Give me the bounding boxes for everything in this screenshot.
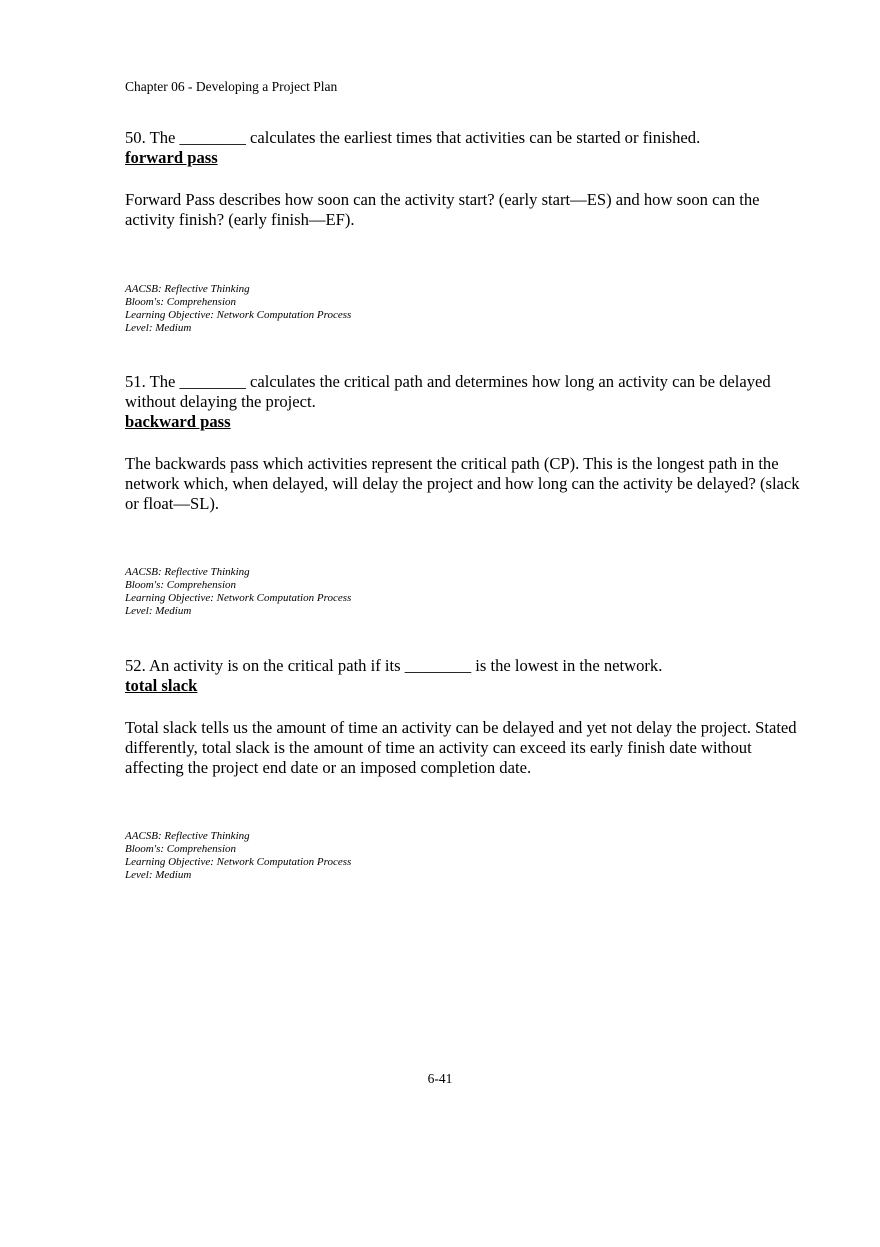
- question-metadata-52: [125, 830, 351, 882]
- blooms-tag: Bloom's: Comprehension: [125, 843, 237, 855]
- answer-text: total slack: [125, 676, 198, 695]
- answer-text: forward pass: [125, 148, 218, 167]
- question-text: 51. The ________ calculates the critical path and determines how long an activity can be delayed without delaying the project.: [125, 372, 771, 411]
- page-number: 6-41: [427, 1071, 453, 1086]
- level-tag: Level: Medium: [125, 869, 192, 881]
- question-block-50: [125, 128, 805, 230]
- learning-objective-tag: Learning Objective: Network Computation Process: [125, 309, 352, 321]
- explanation-text: Forward Pass describes how soon can the activity start? (early start—ES) and how soon can the activity finish? (early finish—EF).: [125, 190, 760, 229]
- question-text: 52. An activity is on the critical path if its ________ is the lowest in the network.: [125, 656, 663, 675]
- chapter-header: Chapter 06 - Developing a Project Plan: [125, 79, 338, 94]
- blooms-tag: Bloom's: Comprehension: [125, 296, 237, 308]
- explanation-text: The backwards pass which activities represent the critical path (CP). This is the longest path in the network which, when delayed, will delay the project and how long can the activity be delayed? (slack or float—SL).: [125, 454, 800, 513]
- level-tag: Level: Medium: [125, 322, 192, 334]
- question-metadata-50: [125, 283, 351, 335]
- learning-objective-tag: Learning Objective: Network Computation Process: [125, 592, 352, 604]
- question-block-51: [125, 372, 805, 514]
- answer-text: backward pass: [125, 412, 231, 431]
- explanation-text: Total slack tells us the amount of time an activity can be delayed and yet not delay the project. Stated differently, total slack is the amount of time an activity can exceed its early finish date without affecting the project end date or an imposed completion date.: [125, 718, 797, 777]
- learning-objective-tag: Learning Objective: Network Computation Process: [125, 856, 352, 868]
- aacsb-tag: AACSB: Reflective Thinking: [125, 830, 250, 842]
- question-metadata-51: [125, 566, 351, 618]
- level-tag: Level: Medium: [125, 605, 192, 617]
- question-text: 50. The ________ calculates the earliest times that activities can be started or finished.: [125, 128, 701, 147]
- aacsb-tag: AACSB: Reflective Thinking: [125, 566, 250, 578]
- blooms-tag: Bloom's: Comprehension: [125, 579, 237, 591]
- question-block-52: [125, 656, 805, 778]
- aacsb-tag: AACSB: Reflective Thinking: [125, 283, 250, 295]
